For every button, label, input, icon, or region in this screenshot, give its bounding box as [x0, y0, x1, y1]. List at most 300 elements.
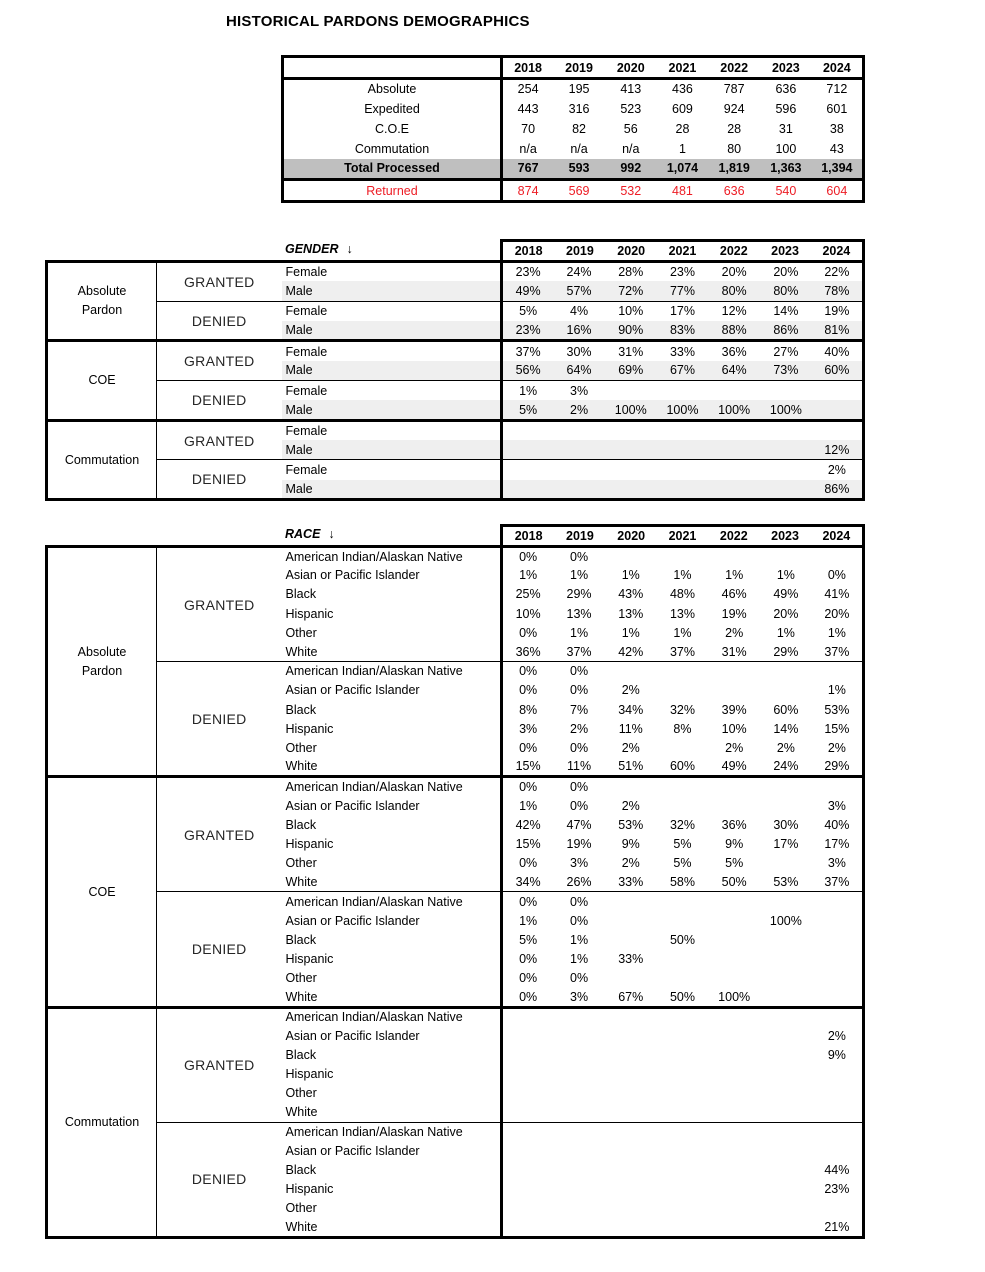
value-cell: 5%	[502, 400, 554, 420]
category-label: Black	[282, 1161, 502, 1180]
value-cell: 26%	[566, 875, 592, 890]
value-cell	[812, 1199, 864, 1218]
value-cell: 19%	[566, 836, 592, 851]
category-label: Black	[282, 930, 502, 949]
year-header: 2020	[605, 57, 657, 79]
category-label: Other	[282, 623, 502, 642]
value-cell: 0%	[519, 683, 538, 698]
value-cell: 100%	[718, 989, 751, 1004]
value-cell	[760, 777, 812, 796]
value-cell: 0%	[570, 740, 589, 755]
value-cell: 254	[517, 82, 539, 97]
category-label: White	[282, 873, 502, 892]
value-cell: n/a	[622, 141, 640, 156]
value-cell	[657, 738, 709, 757]
value-cell: 0%	[553, 662, 605, 681]
value-cell	[502, 480, 554, 500]
value-cell: 19%	[721, 606, 747, 621]
category-label: Asian or Pacific Islander	[282, 566, 502, 585]
value-cell: 593	[553, 159, 605, 180]
value-cell: 3%	[553, 381, 605, 401]
year-header: 2018	[502, 57, 554, 79]
value-cell: 50%	[721, 875, 747, 890]
value-cell	[605, 930, 657, 949]
value-cell: 20%	[773, 606, 799, 621]
row-label: C.O.E	[283, 119, 502, 139]
value-cell: 13%	[566, 606, 592, 621]
value-cell: 37%	[824, 875, 850, 890]
year-header: 2019	[566, 529, 594, 543]
category-label: Female	[282, 460, 502, 480]
row-label: Commutation	[283, 139, 502, 159]
processed-table	[281, 55, 865, 203]
value-cell: 32%	[669, 817, 695, 832]
value-cell	[812, 777, 864, 796]
value-cell	[708, 1141, 760, 1160]
value-cell	[708, 1084, 760, 1103]
value-cell	[760, 1141, 812, 1160]
value-cell: 1%	[776, 625, 795, 640]
value-cell	[812, 1141, 864, 1160]
value-cell	[760, 892, 812, 911]
value-cell	[605, 381, 657, 401]
value-cell	[657, 1026, 709, 1045]
value-cell	[760, 1103, 812, 1122]
value-cell: 43%	[618, 587, 644, 602]
category-label: Other	[282, 969, 502, 988]
year-header: 2020	[617, 244, 646, 258]
value-cell	[657, 892, 709, 911]
value-cell: 29%	[824, 759, 850, 774]
value-cell: 53%	[773, 875, 799, 890]
value-cell: 33%	[657, 341, 709, 361]
value-cell: 596	[775, 101, 797, 116]
value-cell: 49%	[502, 281, 554, 301]
value-cell: 0%	[570, 683, 589, 698]
value-cell	[708, 930, 760, 949]
value-cell	[553, 1026, 605, 1045]
value-cell: 23%	[824, 1182, 850, 1197]
value-cell: 604	[812, 180, 864, 202]
category-label: Hispanic	[282, 1180, 502, 1199]
value-cell: 17%	[824, 836, 850, 851]
value-cell: 17%	[657, 301, 709, 321]
value-cell	[502, 440, 554, 460]
value-cell	[760, 547, 812, 566]
value-cell: 5%	[673, 856, 692, 871]
value-cell: 7%	[570, 702, 589, 717]
value-cell	[760, 381, 812, 401]
value-cell: 0%	[519, 952, 538, 967]
value-cell	[760, 1084, 812, 1103]
value-cell: 51%	[618, 759, 644, 774]
value-cell	[502, 1122, 554, 1141]
category-label: Female	[282, 301, 502, 321]
value-cell: 16%	[553, 321, 605, 341]
category-label: Male	[282, 440, 502, 460]
value-cell: 2%	[812, 460, 864, 480]
value-cell	[605, 1141, 657, 1160]
value-cell	[760, 440, 812, 460]
category-label: American Indian/Alaskan Native	[282, 662, 502, 681]
value-cell: 100	[775, 141, 797, 156]
value-cell	[502, 1007, 554, 1026]
value-cell: 14%	[760, 301, 812, 321]
value-cell	[708, 1161, 760, 1180]
value-cell	[605, 1007, 657, 1026]
value-cell: 23%	[515, 265, 541, 280]
value-cell: 0%	[570, 549, 589, 564]
value-cell: 1%	[827, 683, 846, 698]
value-cell: 1%	[570, 568, 589, 583]
value-cell: 25%	[515, 587, 541, 602]
category-label: American Indian/Alaskan Native	[282, 547, 502, 566]
value-cell: 2%	[621, 740, 640, 755]
category-label: Black	[282, 1045, 502, 1064]
value-cell	[657, 1141, 709, 1160]
value-cell: 2%	[725, 625, 744, 640]
value-cell: 34%	[618, 702, 644, 717]
value-cell: 58%	[669, 875, 695, 890]
value-cell: 40%	[812, 341, 864, 361]
value-cell: 13%	[618, 606, 644, 621]
value-cell	[605, 1199, 657, 1218]
year-header: 2022	[719, 529, 748, 543]
group-label-line: Absolute	[77, 284, 127, 299]
group-label-line: Pardon	[81, 663, 123, 678]
value-cell: 36%	[708, 341, 760, 361]
category-label: Male	[282, 400, 502, 420]
year-header: 2024	[822, 244, 851, 258]
value-cell	[708, 1199, 760, 1218]
value-cell	[502, 420, 554, 440]
value-cell	[553, 1007, 605, 1026]
value-cell	[657, 1180, 709, 1199]
value-cell	[605, 460, 657, 480]
value-cell: 1%	[519, 568, 538, 583]
value-cell: 9%	[827, 1047, 846, 1062]
value-cell: 787	[723, 82, 745, 97]
value-cell: 23%	[669, 265, 695, 280]
category-label: Hispanic	[282, 834, 502, 853]
gender-section-title: GENDER	[285, 242, 339, 256]
value-cell	[605, 911, 657, 930]
value-cell: 2%	[621, 683, 640, 698]
value-cell: 64%	[708, 361, 760, 381]
value-cell	[657, 949, 709, 968]
value-cell	[760, 1161, 812, 1180]
value-cell: 0%	[519, 971, 538, 986]
value-cell	[657, 547, 709, 566]
value-cell: 8%	[673, 721, 692, 736]
value-cell	[812, 1103, 864, 1122]
value-cell: 32%	[669, 702, 695, 717]
value-cell: 15%	[515, 759, 541, 774]
value-cell	[502, 460, 554, 480]
value-cell: 1%	[519, 798, 538, 813]
decision-label: GRANTED	[183, 273, 255, 290]
value-cell: 1%	[776, 568, 795, 583]
value-cell	[553, 1141, 605, 1160]
value-cell: 0%	[519, 740, 538, 755]
value-cell	[657, 1065, 709, 1084]
value-cell: 73%	[760, 361, 812, 381]
value-cell	[657, 1122, 709, 1141]
category-label: Black	[282, 700, 502, 719]
value-cell: 34%	[515, 875, 541, 890]
value-cell	[760, 949, 812, 968]
value-cell: 37%	[566, 644, 592, 659]
year-header: 2018	[514, 529, 543, 543]
value-cell: 29%	[773, 644, 799, 659]
value-cell	[657, 440, 709, 460]
value-cell: 37%	[824, 644, 850, 659]
value-cell: 90%	[605, 321, 657, 341]
value-cell	[708, 777, 760, 796]
value-cell: 82	[572, 121, 586, 136]
value-cell: 36%	[721, 817, 747, 832]
value-cell: 11%	[567, 759, 592, 774]
value-cell: 609	[672, 101, 693, 116]
row-label: Returned	[283, 180, 502, 202]
value-cell: 20%	[773, 265, 799, 280]
group-label-line: Commutation	[64, 452, 140, 467]
gender-section-header	[285, 242, 353, 256]
value-cell: 1%	[570, 932, 589, 947]
value-cell	[812, 400, 864, 420]
value-cell	[605, 440, 657, 460]
value-cell: 30%	[553, 341, 605, 361]
value-cell: 1,074	[657, 159, 709, 180]
value-cell	[605, 1103, 657, 1122]
value-cell: 67%	[618, 989, 644, 1004]
value-cell: 712	[826, 82, 848, 97]
value-cell	[760, 420, 812, 440]
value-cell: 1%	[673, 568, 692, 583]
value-cell: 569	[553, 180, 605, 202]
year-header: 2024	[812, 57, 864, 79]
value-cell: 100%	[708, 400, 760, 420]
value-cell	[502, 1103, 554, 1122]
value-cell	[708, 1065, 760, 1084]
decision-label: GRANTED	[157, 777, 282, 892]
value-cell: 67%	[657, 361, 709, 381]
value-cell: 10%	[605, 301, 657, 321]
category-label: White	[282, 988, 502, 1007]
value-cell	[553, 460, 605, 480]
value-cell: 80%	[708, 281, 760, 301]
value-cell	[502, 1161, 554, 1180]
value-cell	[708, 1122, 760, 1141]
value-cell	[657, 1199, 709, 1218]
value-cell	[657, 1045, 709, 1064]
value-cell	[812, 911, 864, 930]
value-cell	[708, 1218, 760, 1237]
value-cell: 86%	[760, 321, 812, 341]
value-cell: 0%	[519, 989, 538, 1004]
category-label: Other	[282, 1199, 502, 1218]
value-cell	[812, 420, 864, 440]
value-cell	[760, 1026, 812, 1045]
value-cell	[605, 777, 657, 796]
value-cell	[553, 440, 605, 460]
year-header: 2018	[514, 244, 543, 258]
category-label: American Indian/Alaskan Native	[282, 777, 502, 796]
category-label: Black	[282, 585, 502, 604]
value-cell	[657, 662, 709, 681]
value-cell	[553, 1161, 605, 1180]
value-cell: 2%	[621, 798, 640, 813]
value-cell: 31%	[721, 644, 747, 659]
category-label: Asian or Pacific Islander	[282, 1026, 502, 1045]
decision-label: DENIED	[157, 892, 282, 1007]
value-cell: 1,394	[812, 159, 864, 180]
value-cell	[760, 1065, 812, 1084]
value-cell: 992	[605, 159, 657, 180]
value-cell	[708, 460, 760, 480]
value-cell: 3%	[570, 989, 589, 1004]
value-cell	[553, 480, 605, 500]
value-cell	[708, 1007, 760, 1026]
category-label: American Indian/Alaskan Native	[282, 1122, 502, 1141]
group-label	[47, 262, 157, 341]
value-cell: 2%	[553, 400, 605, 420]
value-cell	[605, 1122, 657, 1141]
value-cell: 2%	[570, 721, 589, 736]
value-cell: 5%	[725, 856, 744, 871]
race-table	[45, 545, 865, 1239]
value-cell: 2%	[827, 740, 846, 755]
value-cell: 60%	[812, 361, 864, 381]
value-cell: 1%	[570, 625, 589, 640]
value-cell	[657, 777, 709, 796]
value-cell: 100%	[657, 400, 709, 420]
value-cell: 21%	[824, 1219, 850, 1234]
value-cell: 0%	[570, 971, 589, 986]
value-cell	[708, 440, 760, 460]
value-cell: 48%	[669, 587, 695, 602]
value-cell: 0%	[827, 568, 846, 583]
value-cell	[760, 1045, 812, 1064]
decision-label: DENIED	[157, 460, 282, 500]
value-cell: 24%	[566, 265, 592, 280]
value-cell: 60%	[773, 702, 799, 717]
value-cell: 3%	[827, 856, 846, 871]
value-cell	[812, 949, 864, 968]
value-cell: 53%	[618, 817, 644, 832]
value-cell: 2%	[776, 740, 795, 755]
value-cell: 28	[675, 121, 690, 136]
year-header: 2021	[668, 529, 697, 543]
value-cell: 14%	[773, 721, 799, 736]
value-cell: 443	[517, 101, 539, 116]
value-cell: 9%	[725, 836, 744, 851]
value-cell: 88%	[708, 321, 760, 341]
value-cell	[760, 796, 812, 815]
down-arrow-icon: ↓	[346, 242, 353, 256]
down-arrow-icon: ↓	[328, 527, 335, 541]
value-cell: 540	[760, 180, 812, 202]
value-cell: 40%	[824, 817, 850, 832]
value-cell: 636	[708, 180, 760, 202]
value-cell: 42%	[515, 817, 541, 832]
value-cell	[760, 854, 812, 873]
value-cell	[502, 1141, 554, 1160]
value-cell: 2%	[621, 856, 640, 871]
value-cell	[708, 796, 760, 815]
value-cell: 0%	[570, 913, 589, 928]
value-cell: 80	[727, 141, 742, 156]
value-cell: 5%	[519, 932, 538, 947]
value-cell: 195	[568, 82, 590, 97]
value-cell	[605, 420, 657, 440]
value-cell	[657, 460, 709, 480]
value-cell	[553, 1103, 605, 1122]
category-label: Hispanic	[282, 1065, 502, 1084]
value-cell: 41%	[824, 587, 850, 602]
category-label: Other	[282, 1084, 502, 1103]
value-cell: 56	[623, 121, 638, 136]
value-cell: 0%	[502, 777, 554, 796]
value-cell: 10%	[515, 606, 541, 621]
value-cell	[708, 1026, 760, 1045]
value-cell	[708, 911, 760, 930]
value-cell: 1%	[502, 381, 554, 401]
value-cell: 86%	[812, 480, 864, 500]
value-cell	[605, 547, 657, 566]
value-cell: 874	[502, 180, 554, 202]
value-cell	[708, 949, 760, 968]
value-cell: 38	[829, 121, 844, 136]
value-cell	[553, 1218, 605, 1237]
value-cell	[605, 1065, 657, 1084]
value-cell: 1	[678, 141, 686, 156]
group-label-line: COE	[88, 884, 116, 899]
value-cell: 100%	[605, 400, 657, 420]
value-cell	[605, 892, 657, 911]
value-cell: 37%	[669, 644, 695, 659]
value-cell: 49%	[773, 587, 799, 602]
decision-label: GRANTED	[157, 420, 282, 460]
value-cell: 767	[502, 159, 554, 180]
category-label: American Indian/Alaskan Native	[282, 892, 502, 911]
value-cell: 80%	[760, 281, 812, 301]
value-cell: 1%	[621, 568, 640, 583]
decision-label: DENIED	[157, 381, 282, 421]
value-cell: 13%	[669, 606, 695, 621]
value-cell	[657, 796, 709, 815]
group-label	[47, 777, 157, 1007]
value-cell	[657, 681, 709, 700]
row-label: Total Processed	[283, 159, 502, 180]
value-cell: 523	[620, 101, 642, 116]
value-cell	[502, 1045, 554, 1064]
value-cell	[760, 930, 812, 949]
value-cell	[760, 1180, 812, 1199]
race-year-header	[500, 524, 865, 545]
value-cell: 78%	[812, 281, 864, 301]
value-cell: 47%	[566, 817, 592, 832]
value-cell: 636	[775, 82, 797, 97]
value-cell	[553, 1180, 605, 1199]
value-cell: 0%	[519, 856, 538, 871]
category-label: White	[282, 1218, 502, 1237]
value-cell: 8%	[519, 702, 538, 717]
value-cell: 1%	[570, 952, 589, 967]
group-label	[47, 341, 157, 420]
value-cell	[760, 460, 812, 480]
value-cell	[812, 547, 864, 566]
